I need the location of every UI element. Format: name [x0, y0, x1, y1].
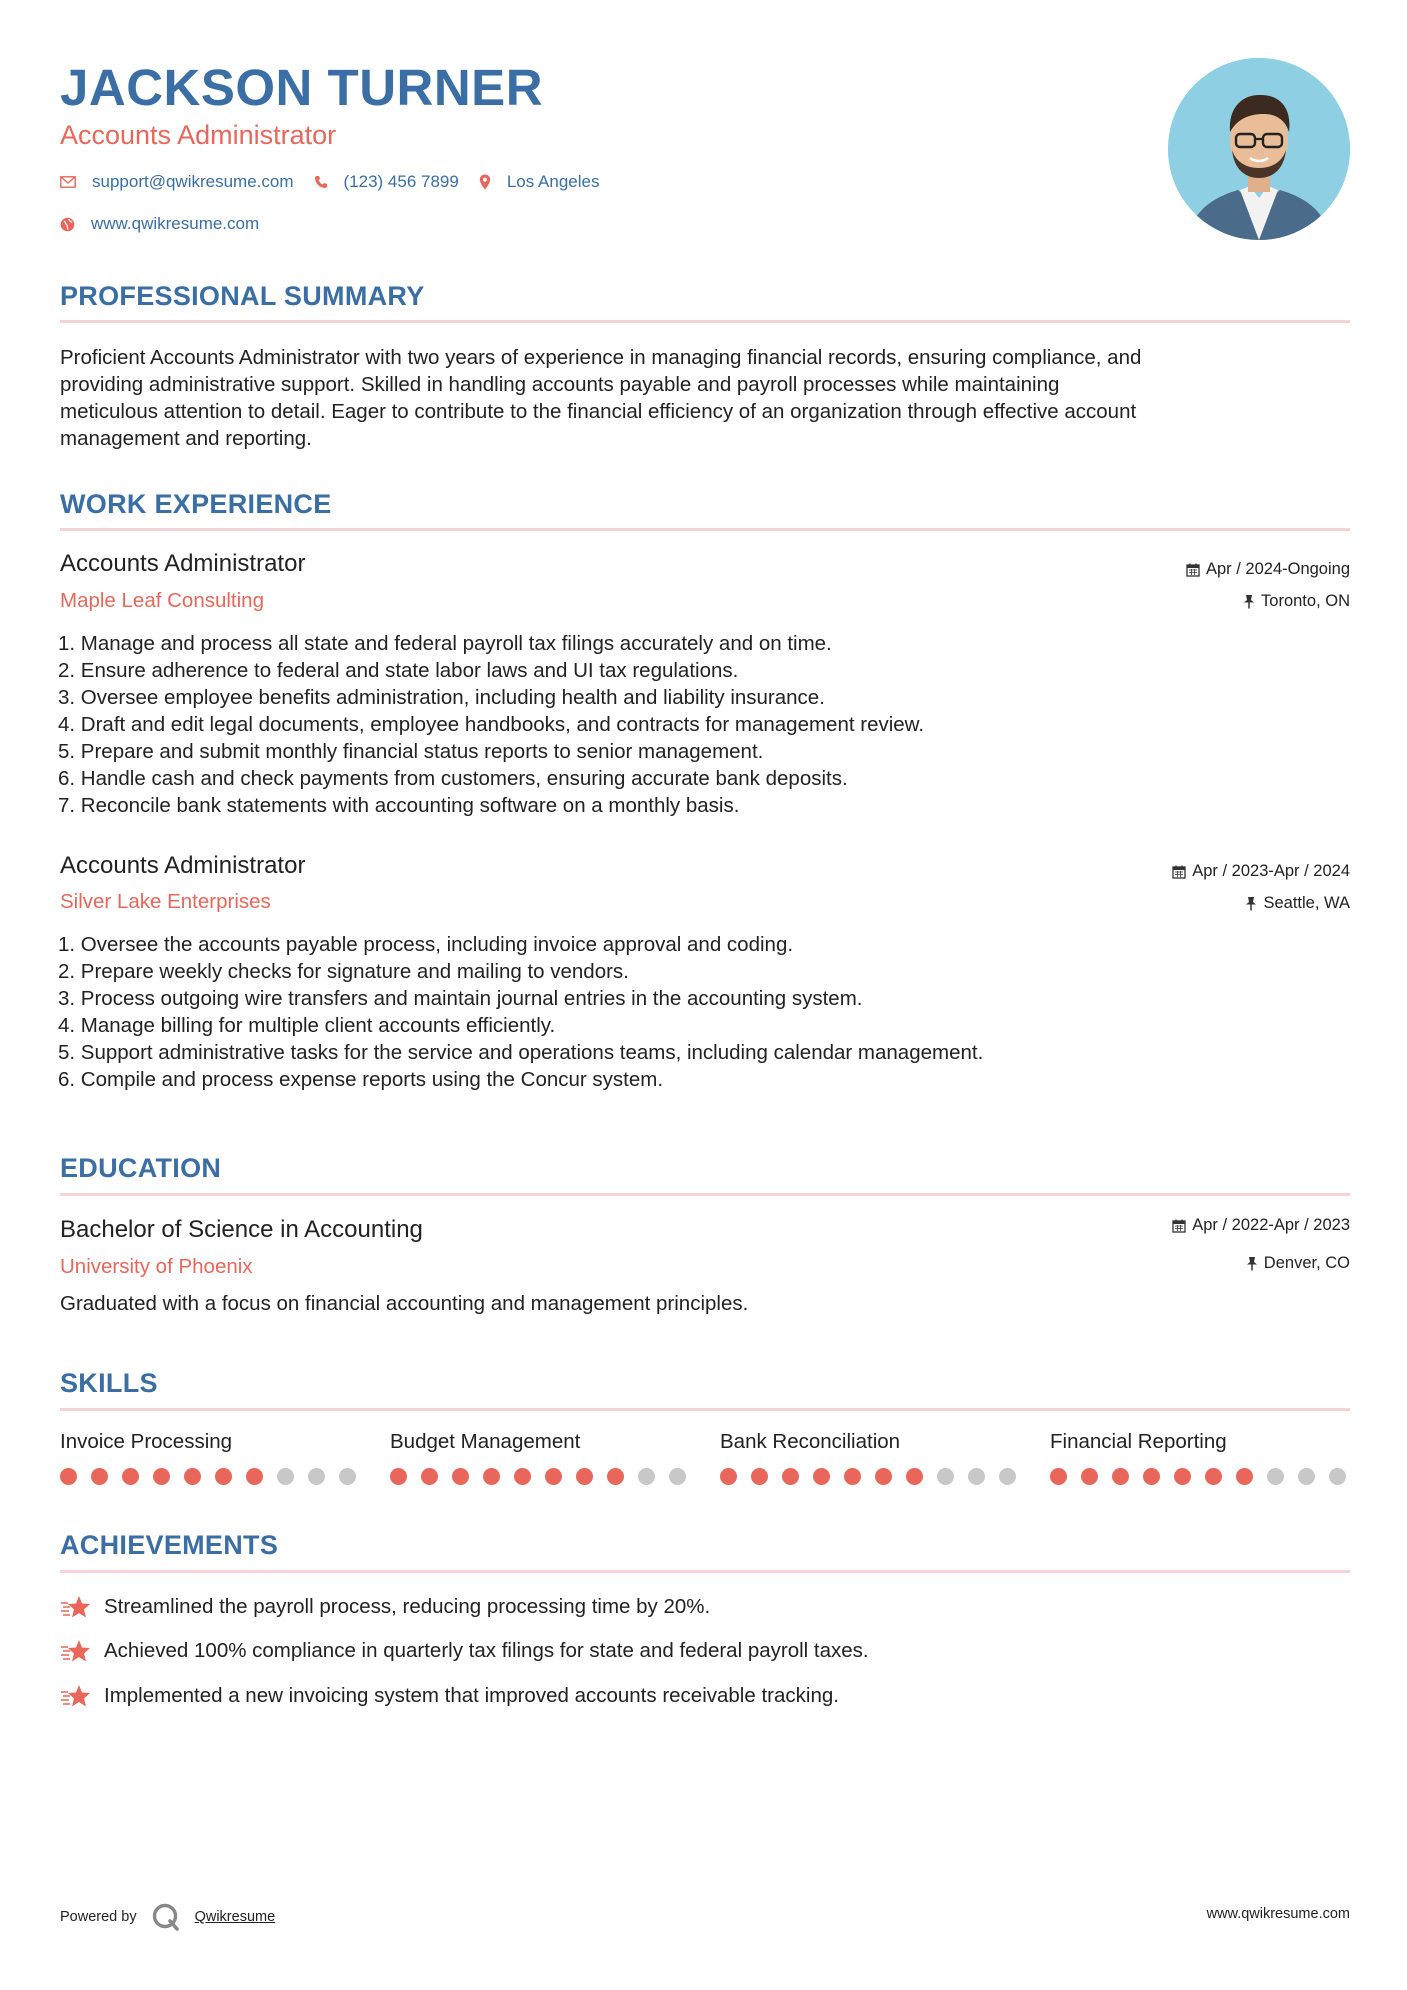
rating-dot-filled — [1050, 1468, 1067, 1485]
rating-dot-filled — [813, 1468, 830, 1485]
education-location — [1246, 1254, 1350, 1273]
list-item: 2. Prepare weekly checks for signature and mailing to vendors. — [58, 960, 629, 983]
rating-dot-empty — [669, 1468, 686, 1485]
rating-dot-empty — [968, 1468, 985, 1485]
rating-dot-filled — [1174, 1468, 1191, 1485]
rating-dot-empty — [1298, 1468, 1315, 1485]
rating-dot-filled — [782, 1468, 799, 1485]
achievement-item — [60, 1683, 839, 1709]
rating-dot-empty — [339, 1468, 356, 1485]
summary-line: management and reporting. — [60, 427, 312, 450]
school-name: University of Phoenix — [60, 1255, 253, 1278]
rating-dot-filled — [184, 1468, 201, 1485]
footer-powered-by — [60, 1902, 275, 1932]
list-item: 5. Support administrative tasks for the service and operations teams, including calendar management. — [58, 1041, 984, 1064]
job-location-text: Seattle, WA — [1263, 894, 1350, 912]
qwikresume-link[interactable]: Qwikresume — [194, 1909, 276, 1925]
summary-line: meticulous attention to detail. Eager to contribute to the financial efficiency of an organization through effective account — [60, 400, 1137, 423]
map-pin-icon — [479, 174, 491, 190]
phone-item[interactable] — [314, 172, 459, 192]
rating-dot-empty — [1329, 1468, 1346, 1485]
achievement-text: Achieved 100% compliance in quarterly tax filings for state and federal payroll taxes. — [104, 1639, 869, 1662]
skills-heading: SKILLS — [60, 1368, 158, 1398]
rating-dot-filled — [91, 1468, 108, 1485]
candidate-name: JACKSON TURNER — [60, 59, 544, 116]
skill-rating — [1050, 1468, 1350, 1485]
pushpin-icon — [1245, 896, 1257, 911]
education-location-text: Denver, CO — [1263, 1254, 1350, 1272]
email-item[interactable] — [60, 172, 294, 192]
job-date — [1172, 862, 1350, 881]
list-item: 4. Draft and edit legal documents, employee handbooks, and contracts for management review. — [58, 713, 925, 736]
website-text: www.qwikresume.com — [91, 214, 260, 233]
summary-line: providing administrative support. Skilled in handling accounts payable and payroll processes while maintaining — [60, 373, 1060, 396]
rating-dot-empty — [277, 1468, 294, 1485]
rating-dot-filled — [875, 1468, 892, 1485]
education-description: Graduated with a focus on financial accounting and management principles. — [60, 1292, 749, 1315]
list-item: 3. Process outgoing wire transfers and maintain journal entries in the accounting system. — [58, 987, 863, 1010]
job-date-text: Apr / 2023-Apr / 2024 — [1192, 862, 1350, 880]
rating-dot-empty — [1267, 1468, 1284, 1485]
calendar-icon — [1172, 1219, 1186, 1233]
list-item: 1. Manage and process all state and federal payroll tax filings accurately and on time. — [58, 632, 832, 655]
portrait-illustration — [1168, 58, 1350, 240]
skill-rating — [390, 1468, 690, 1485]
skill-rating — [60, 1468, 360, 1485]
footer-website[interactable]: www.qwikresume.com — [1206, 1906, 1350, 1922]
rating-dot-empty — [937, 1468, 954, 1485]
job-date — [1186, 560, 1350, 579]
website-item[interactable] — [60, 214, 259, 234]
skill-item — [390, 1430, 690, 1485]
pushpin-icon — [1243, 594, 1255, 609]
section-divider — [60, 1570, 1350, 1573]
education-date-text: Apr / 2022-Apr / 2023 — [1192, 1216, 1350, 1234]
skill-name: Budget Management — [390, 1430, 581, 1453]
skill-item — [60, 1430, 360, 1485]
star-icon — [60, 1683, 92, 1709]
rating-dot-filled — [1205, 1468, 1222, 1485]
phone-icon — [314, 175, 328, 189]
skill-item — [1050, 1430, 1350, 1485]
rating-dot-filled — [545, 1468, 562, 1485]
job-duties-list — [58, 931, 1348, 1093]
job-duties-list — [58, 630, 1348, 819]
skill-rating — [720, 1468, 1020, 1485]
section-divider — [60, 528, 1350, 531]
summary-line: Proficient Accounts Administrator with two years of experience in managing financial records, ensuring compliance, and — [60, 346, 1142, 369]
globe-icon — [60, 217, 75, 232]
contact-row — [60, 172, 619, 192]
job-location-text: Toronto, ON — [1261, 592, 1350, 610]
degree-title: Bachelor of Science in Accounting — [60, 1216, 423, 1243]
calendar-icon — [1172, 865, 1186, 879]
achievement-text: Implemented a new invoicing system that improved accounts receivable tracking. — [104, 1684, 839, 1707]
summary-text — [60, 344, 1350, 452]
list-item: 5. Prepare and submit monthly financial status reports to senior management. — [58, 740, 764, 763]
rating-dot-filled — [215, 1468, 232, 1485]
list-item: 6. Handle cash and check payments from customers, ensuring accurate bank deposits. — [58, 767, 848, 790]
rating-dot-filled — [246, 1468, 263, 1485]
rating-dot-filled — [607, 1468, 624, 1485]
rating-dot-filled — [122, 1468, 139, 1485]
achievement-item — [60, 1594, 710, 1620]
achievement-text: Streamlined the payroll process, reducing processing time by 20%. — [104, 1595, 711, 1618]
rating-dot-filled — [153, 1468, 170, 1485]
education-heading: EDUCATION — [60, 1153, 222, 1183]
list-item: 1. Oversee the accounts payable process, including invoice approval and coding. — [58, 933, 794, 956]
section-divider — [60, 320, 1350, 323]
rating-dot-filled — [483, 1468, 500, 1485]
job-location — [1243, 592, 1350, 611]
candidate-role: Accounts Administrator — [60, 120, 337, 150]
email-text: support@qwikresume.com — [92, 172, 294, 191]
rating-dot-empty — [999, 1468, 1016, 1485]
phone-text: (123) 456 7899 — [343, 172, 459, 191]
rating-dot-filled — [1236, 1468, 1253, 1485]
rating-dot-filled — [1112, 1468, 1129, 1485]
company-name: Maple Leaf Consulting — [60, 589, 264, 612]
website-row — [60, 214, 279, 234]
rating-dot-filled — [576, 1468, 593, 1485]
powered-by-label: Powered by — [60, 1909, 137, 1925]
star-icon — [60, 1594, 92, 1620]
skill-name: Financial Reporting — [1050, 1430, 1227, 1453]
achievement-item — [60, 1638, 869, 1664]
job-title: Accounts Administrator — [60, 852, 306, 879]
calendar-icon — [1186, 563, 1200, 577]
company-name: Silver Lake Enterprises — [60, 890, 271, 913]
star-icon — [60, 1638, 92, 1664]
qwikresume-logo-icon — [151, 1902, 181, 1932]
rating-dot-filled — [1081, 1468, 1098, 1485]
rating-dot-empty — [308, 1468, 325, 1485]
location-item — [479, 172, 600, 192]
job-title: Accounts Administrator — [60, 550, 306, 577]
job-location — [1245, 894, 1350, 913]
rating-dot-filled — [906, 1468, 923, 1485]
rating-dot-filled — [514, 1468, 531, 1485]
list-item: 2. Ensure adherence to federal and state labor laws and UI tax regulations. — [58, 659, 739, 682]
location-text: Los Angeles — [506, 172, 600, 191]
list-item: 3. Oversee employee benefits administration, including health and liability insurance. — [58, 686, 825, 709]
experience-heading: WORK EXPERIENCE — [60, 489, 332, 519]
section-divider — [60, 1193, 1350, 1196]
skill-item — [720, 1430, 1020, 1485]
profile-photo — [1168, 58, 1350, 240]
achievements-heading: ACHIEVEMENTS — [60, 1530, 279, 1560]
list-item: 7. Reconcile bank statements with accounting software on a monthly basis. — [58, 794, 740, 817]
rating-dot-filled — [1143, 1468, 1160, 1485]
pushpin-icon — [1246, 1256, 1258, 1271]
education-date — [1172, 1216, 1350, 1235]
rating-dot-filled — [844, 1468, 861, 1485]
rating-dot-filled — [421, 1468, 438, 1485]
section-divider — [60, 1408, 1350, 1411]
list-item: 6. Compile and process expense reports using the Concur system. — [58, 1068, 664, 1091]
summary-heading: PROFESSIONAL SUMMARY — [60, 281, 425, 311]
job-date-text: Apr / 2024-Ongoing — [1205, 560, 1350, 578]
rating-dot-filled — [720, 1468, 737, 1485]
rating-dot-empty — [638, 1468, 655, 1485]
rating-dot-filled — [60, 1468, 77, 1485]
rating-dot-filled — [390, 1468, 407, 1485]
list-item: 4. Manage billing for multiple client accounts efficiently. — [58, 1014, 556, 1037]
rating-dot-filled — [751, 1468, 768, 1485]
skill-name: Bank Reconciliation — [720, 1430, 901, 1453]
skill-name: Invoice Processing — [60, 1430, 233, 1453]
rating-dot-filled — [452, 1468, 469, 1485]
envelope-icon — [60, 176, 76, 188]
